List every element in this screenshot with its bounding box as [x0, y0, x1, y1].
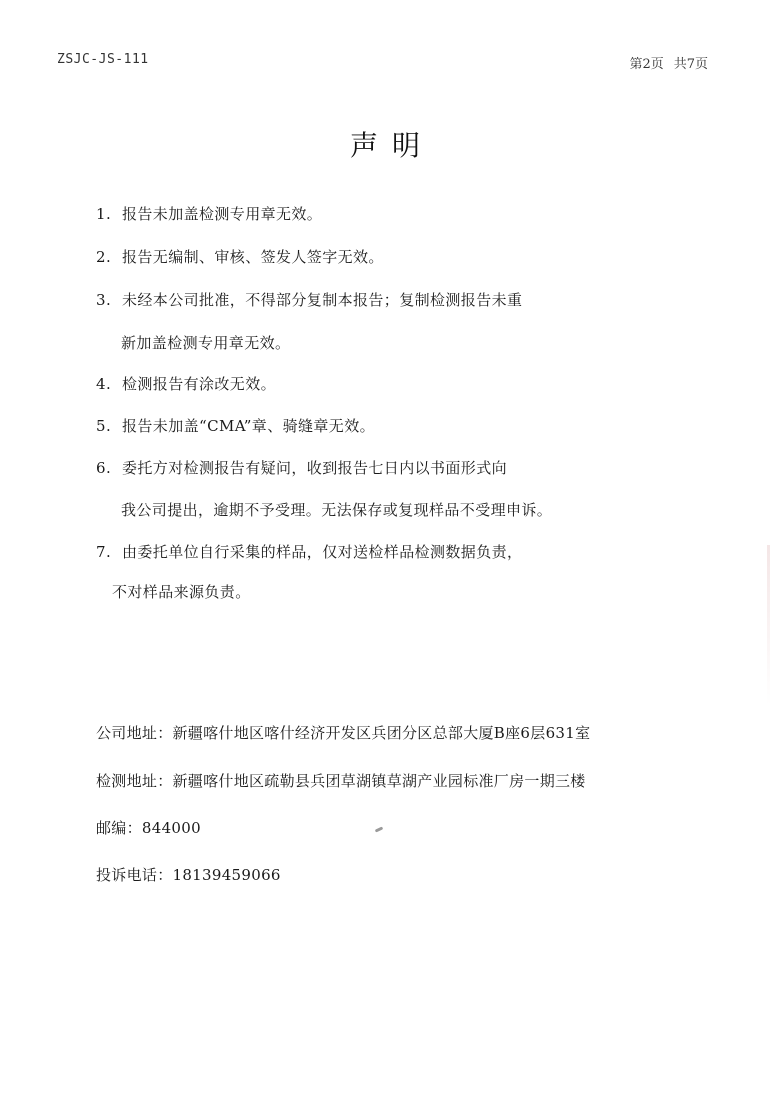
postcode: 邮编：844000 [96, 819, 201, 837]
statement-item [96, 204, 322, 224]
statement-text: 检测报告有涂改无效。 [122, 375, 277, 393]
statement-item [96, 374, 276, 394]
statement-number: 2. [96, 248, 112, 266]
statement-item [96, 458, 507, 478]
complaint-phone: 投诉电话：18139459066 [96, 866, 281, 884]
statement-continuation: 新加盖检测专用章无效。 [121, 334, 291, 352]
statement-text: 委托方对检测报告有疑问，收到报告七日内以书面形式向 [122, 459, 508, 477]
statement-number: 1. [96, 205, 112, 223]
statement-item [96, 542, 522, 562]
statement-item [96, 247, 384, 267]
statement-number: 7. [96, 543, 112, 561]
statement-text: 由委托单位自行采集的样品，仅对送检样品检测数据负责， [122, 543, 523, 561]
statement-text: 报告未加盖“CMA”章、骑缝章无效。 [122, 417, 376, 435]
test-address: 检测地址：新疆喀什地区疏勒县兵团草湖镇草湖产业园标准厂房一期三楼 [96, 772, 586, 790]
page-number [629, 53, 708, 72]
total-pages: 共7页 [673, 57, 708, 72]
company-address: 公司地址：新疆喀什地区喀什经济开发区兵团分区总部大厦B座6层631室 [96, 724, 591, 742]
statement-continuation: 我公司提出，逾期不予受理。无法保存或复现样品不受理申诉。 [121, 501, 553, 519]
current-page: 第2页 [629, 57, 664, 72]
statement-text: 报告无编制、审核、签发人签字无效。 [122, 248, 384, 266]
statement-item [96, 290, 522, 310]
statement-number: 3. [96, 291, 112, 309]
statement-text: 未经本公司批准，不得部分复制本报告；复制检测报告未重 [122, 291, 523, 309]
statement-number: 4. [96, 375, 112, 393]
document-code: ZSJC-JS-111 [57, 52, 149, 67]
page-title: 声明 [349, 129, 434, 162]
statement-continuation: 不对样品来源负责。 [112, 583, 251, 601]
statement-number: 6. [96, 459, 112, 477]
statement-number: 5. [96, 417, 112, 435]
statement-text: 报告未加盖检测专用章无效。 [122, 205, 323, 223]
statement-item [96, 416, 375, 436]
scan-mark [375, 826, 384, 832]
